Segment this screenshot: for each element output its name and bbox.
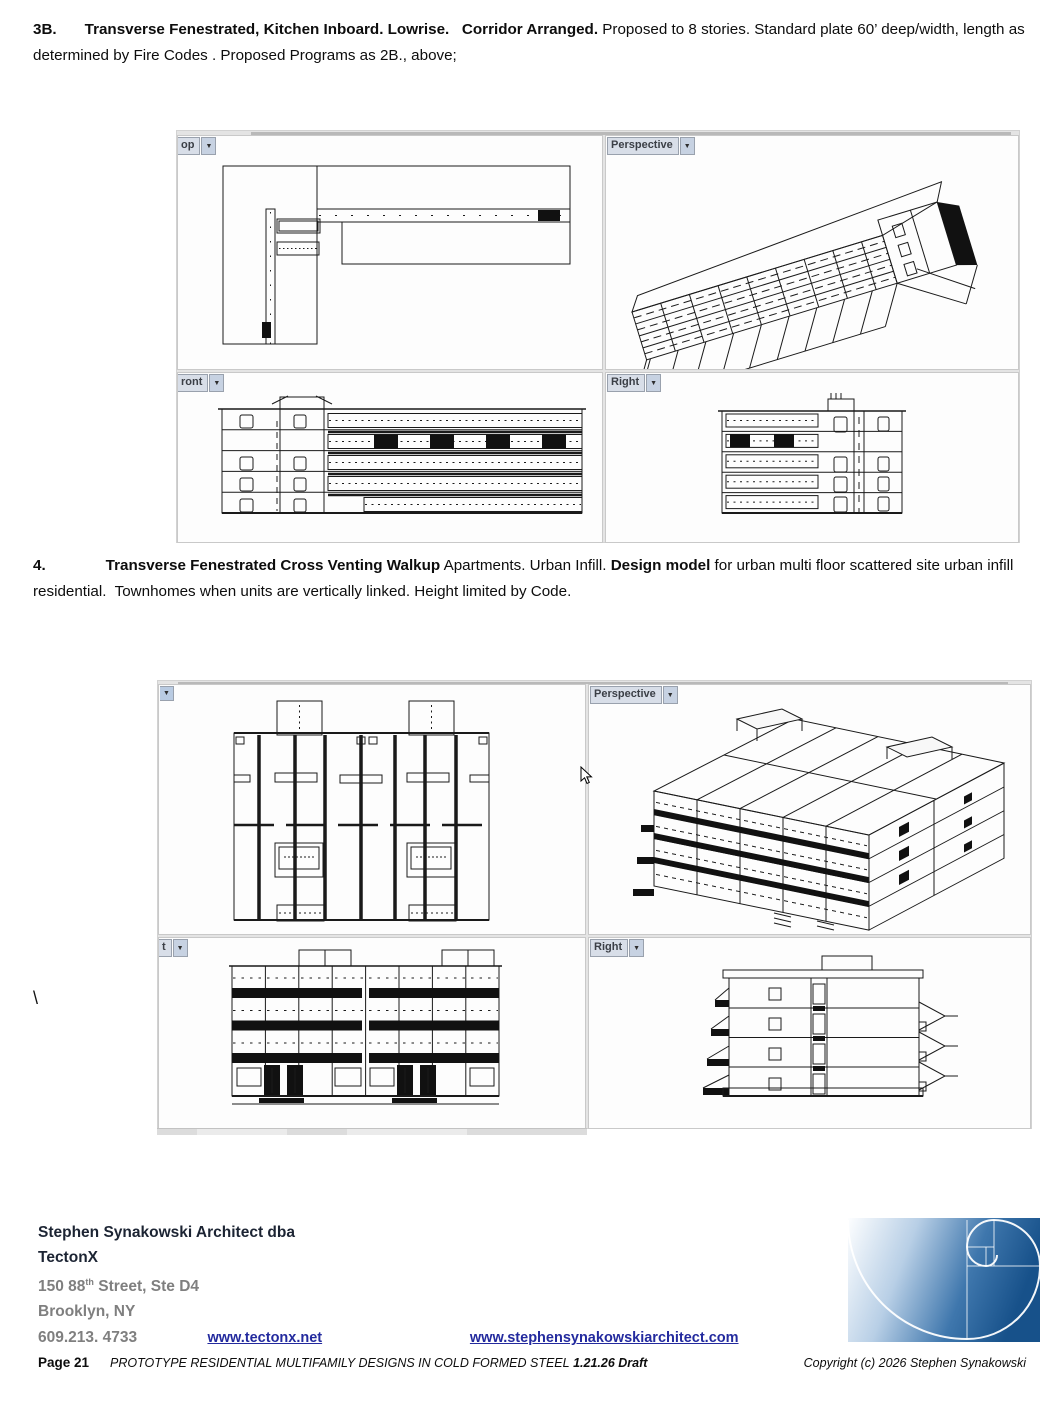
- chevron-down-icon: ▼: [646, 374, 661, 392]
- section-4-paragraph: [33, 553, 1025, 605]
- viewport-label: t: [159, 939, 172, 957]
- document-date: 1.21.26: [573, 1356, 615, 1370]
- section-3b-title: Transverse Fenestrated, Kitchen Inboard. Lowrise. Corridor Arranged.: [84, 21, 599, 38]
- front-elevation-drawing: [178, 373, 602, 542]
- viewport-front-view-2: [158, 937, 586, 1129]
- chevron-down-icon: ▼: [160, 686, 174, 701]
- viewport-tab-perspective-2: [590, 686, 678, 704]
- cad-screenshot-walkup: [157, 680, 1032, 1129]
- tectonx-golden-spiral-logo: [848, 1218, 1040, 1342]
- viewport-tab-front: [178, 374, 224, 392]
- address-street: Street, Ste D4: [93, 1278, 200, 1296]
- chevron-down-icon: ▼: [173, 939, 188, 957]
- perspective-drawing-2: [589, 685, 1030, 934]
- top-plan-drawing: [178, 136, 602, 369]
- viewport-perspective-view: [605, 135, 1019, 370]
- viewport-plan-view: [158, 684, 586, 935]
- section-3b-paragraph: [33, 17, 1029, 69]
- section-4-rest: for urban multi floor scattered site urban infill residential. Townhomes when units are vertically linked. Height limited by Code.: [33, 557, 1018, 600]
- document-title-line: [110, 1356, 647, 1370]
- firm-address: [38, 1270, 818, 1299]
- copyright-notice: Copyright (c) 2026 Stephen Synakowski: [803, 1356, 1026, 1370]
- viewport-tab-perspective: [607, 137, 695, 155]
- section-4-title: Transverse Fenestrated Cross Venting Walkup: [105, 557, 441, 574]
- address-number: 150 88: [38, 1278, 86, 1296]
- right-elevation-drawing-2: [589, 938, 1030, 1128]
- stray-backslash: \: [33, 988, 39, 1008]
- section-4-mid: Apartments. Urban Infill.: [440, 557, 611, 574]
- chevron-down-icon: ▼: [201, 137, 216, 155]
- viewport-right-view-2: [588, 937, 1031, 1129]
- document-status: Draft: [618, 1356, 648, 1370]
- viewport-label: op: [178, 137, 200, 155]
- perspective-drawing: [606, 136, 1018, 369]
- viewport-right-view: [605, 372, 1019, 543]
- viewport-label: ront: [178, 374, 208, 392]
- viewport-tab-top: [178, 137, 216, 155]
- chevron-down-icon: ▼: [629, 939, 644, 957]
- footer-block: [38, 1220, 818, 1350]
- firm-name-line1: Stephen Synakowski Architect dba: [38, 1224, 295, 1241]
- viewport-label: Right: [590, 939, 628, 957]
- page-number: Page 21: [38, 1355, 90, 1370]
- cad-screenshot-lowrise: [176, 130, 1020, 543]
- mouse-cursor-icon: [580, 766, 594, 786]
- plan-drawing: [159, 685, 585, 934]
- viewport-front-view: [177, 372, 603, 543]
- tectonx-link[interactable]: www.tectonx.net: [207, 1330, 323, 1347]
- viewport-perspective-view-2: [588, 684, 1031, 935]
- firm-contact-row: [38, 1325, 818, 1350]
- scrollbar-remnant: [157, 1128, 587, 1135]
- viewport-label: Perspective: [607, 137, 679, 155]
- right-elevation-drawing: [606, 373, 1018, 542]
- viewport-label: Perspective: [590, 686, 662, 704]
- viewport-top-view: [177, 135, 603, 370]
- viewport-tab-plan: [159, 686, 174, 701]
- front-elevation-drawing-2: [159, 938, 585, 1128]
- viewport-label: Right: [607, 374, 645, 392]
- address-ordinal: th: [85, 1277, 94, 1287]
- firm-name-line2: TectonX: [38, 1249, 98, 1266]
- section-4-number: 4.: [33, 557, 46, 574]
- viewport-tab-right: [607, 374, 661, 392]
- chevron-down-icon: ▼: [680, 137, 695, 155]
- chevron-down-icon: ▼: [663, 686, 678, 704]
- document-title: PROTOTYPE RESIDENTIAL MULTIFAMILY DESIGNS IN COLD FORMED STEEL: [110, 1356, 570, 1370]
- section-4-design-model: Design model: [610, 557, 711, 574]
- firm-phone: 609.213. 4733: [38, 1329, 138, 1347]
- section-3b-number: 3B.: [33, 21, 57, 38]
- architect-site-link[interactable]: www.stephensynakowskiarchitect.com: [469, 1330, 739, 1347]
- viewport-tab-front-2: [159, 939, 188, 957]
- chevron-down-icon: ▼: [209, 374, 224, 392]
- section-3b-body: Proposed to 8 stories. Standard plate 60’ deep/width, length as determined by Fire Codes . Proposed Programs as 2B., above;: [33, 21, 1029, 64]
- viewport-tab-right-2: [590, 939, 644, 957]
- firm-city: Brooklyn, NY: [38, 1303, 136, 1321]
